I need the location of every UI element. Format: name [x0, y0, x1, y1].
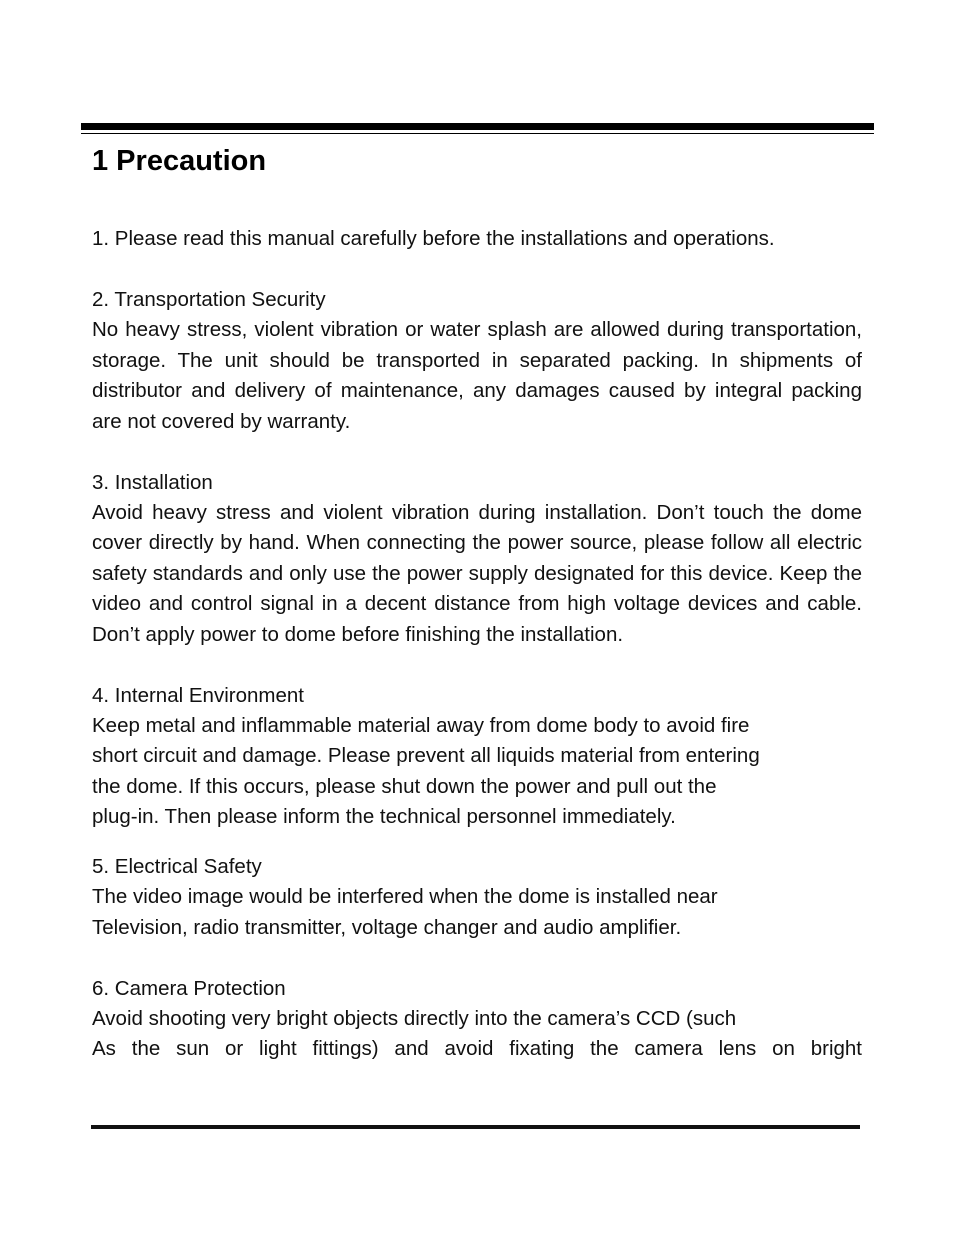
section-title-electrical-safety: 5. Electrical Safety — [92, 854, 262, 878]
section-line-internal-4: plug-in. Then please inform the technical personnel immediately. — [92, 805, 676, 829]
read-manual-notice: 1. Please read this manual carefully before the installations and operations. — [92, 227, 775, 250]
page-title: 1 Precaution — [92, 145, 267, 177]
header-rule-thin — [81, 133, 874, 134]
section-line-camera-2: As the sun or light fittings) and avoid fixating the camera lens on bright — [92, 1037, 862, 1061]
section-line-internal-2: short circuit and damage. Please prevent all liquids material from entering — [92, 744, 760, 768]
section-line-internal-3: the dome. If this occurs, please shut down the power and pull out the — [92, 774, 717, 798]
section-line-camera-1: Avoid shooting very bright objects directly into the camera’s CCD (such — [92, 1006, 737, 1030]
section-line-electrical-2: Television, radio transmitter, voltage changer and audio amplifier. — [92, 915, 682, 939]
section-line-electrical-1: The video image would be interfered when the dome is installed near — [92, 885, 718, 909]
section-body-installation: Avoid heavy stress and violent vibration during installation. Don’t touch the dome cover directly by hand. When connecting the power source, please follow all electric safety standards and only use the power supply designated for this device. Keep the video and control signal in a decent distance from high voltage devices and cable. Don’t apply power to dome before finishing the installation. — [92, 501, 862, 646]
section-title-installation: 3. Installation — [92, 470, 213, 494]
section-line-internal-1: Keep metal and inflammable material away from dome body to avoid fire — [92, 714, 750, 738]
section-title-camera-protection: 6. Camera Protection — [92, 976, 286, 1000]
header-rule-thick — [81, 123, 874, 130]
page-content — [92, 224, 862, 1065]
section-title-transportation: 2. Transportation Security — [92, 288, 326, 311]
footer-rule — [91, 1125, 860, 1129]
section-title-internal-environment: 4. Internal Environment — [92, 683, 304, 707]
section-body-transportation: No heavy stress, violent vibration or water splash are allowed during transportation, storage. The unit should be transported in separated packing. In shipments of distributor and delivery of maintenance, any damages caused by integral packing are not covered by warranty. — [92, 318, 862, 433]
